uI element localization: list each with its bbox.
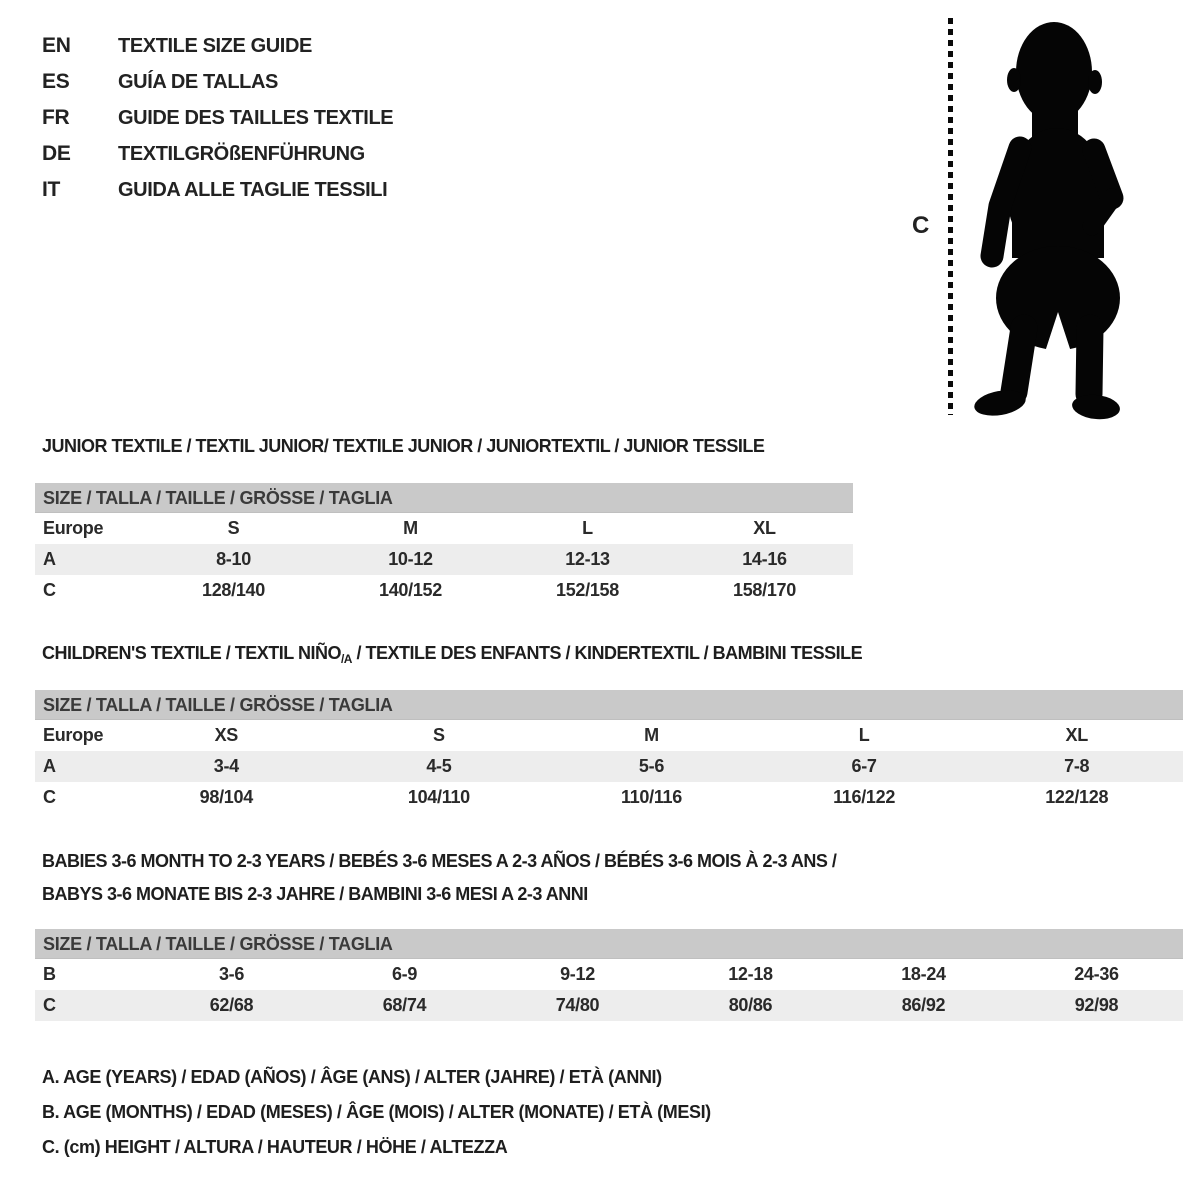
cell-value: 18-24 [901, 964, 946, 984]
table-row-c [35, 575, 853, 606]
toddler-silhouette-image [960, 16, 1140, 421]
row-label: A [43, 549, 56, 569]
cell-value: 8-10 [216, 549, 251, 569]
table-row-a [35, 544, 853, 575]
cell-value: 6-7 [851, 756, 877, 776]
cell-value: 3-6 [218, 964, 245, 984]
cell-value: 92/98 [1074, 995, 1119, 1015]
cell-value: 104/110 [407, 787, 470, 807]
children-table-rows [35, 720, 1183, 813]
footnote-b-age-months: B. AGE (MONTHS) / EDAD (MESES) / ÂGE (MOIS) / ALTER (MONATE) / ETÀ (MESI) [42, 1102, 711, 1122]
table-row-c [35, 782, 1183, 813]
row-label: C [43, 787, 56, 807]
cell-value: XS [214, 725, 238, 745]
guide-title-fr: GUIDE DES TAILLES TEXTILE [118, 106, 394, 129]
language-row-en [42, 28, 393, 64]
size-header-bar: SIZE / TALLA / TAILLE / GRÖSSE / TAGLIA [35, 690, 1183, 720]
cell-value: 140/152 [379, 580, 442, 600]
children-size-table [35, 690, 1183, 813]
cell-value: 9-12 [560, 964, 595, 984]
cell-value: 10-12 [388, 549, 433, 569]
cell-value: 80/86 [728, 995, 773, 1015]
cell-value: 14-16 [742, 549, 787, 569]
cell-value: M [644, 725, 659, 745]
row-label: A [43, 756, 56, 776]
cell-value: 5-6 [638, 756, 665, 776]
cell-value: 6-9 [391, 964, 418, 984]
language-row-it [42, 172, 393, 208]
cell-value: 12-13 [565, 549, 610, 569]
language-title-block [42, 28, 393, 208]
footnote-a-age-years: A. AGE (YEARS) / EDAD (AÑOS) / ÂGE (ANS) / ALTER (JAHRE) / ETÀ (ANNI) [42, 1067, 662, 1087]
language-row-es [42, 64, 393, 100]
cell-value: 86/92 [901, 995, 946, 1015]
cell-value: S [227, 518, 240, 538]
table-row-a [35, 751, 1183, 782]
babies-table-rows [35, 959, 1183, 1021]
guide-title-en: TEXTILE SIZE GUIDE [118, 34, 312, 57]
guide-title-es: GUÍA DE TALLAS [118, 70, 278, 93]
language-code: ES [42, 70, 70, 93]
babies-size-table [35, 929, 1183, 1021]
junior-size-table [35, 483, 853, 606]
cell-value: S [433, 725, 445, 745]
cell-value: 68/74 [382, 995, 427, 1015]
language-code: DE [42, 142, 71, 165]
cell-value: 116/122 [833, 787, 896, 807]
row-label: Europe [43, 725, 104, 745]
row-label: B [43, 964, 56, 984]
children-heading-post: / TEXTILE DES ENFANTS / KINDERTEXTIL / BAMBINI TESSILE [351, 643, 863, 663]
height-measure-label: C [912, 212, 930, 239]
language-row-de [42, 136, 393, 172]
babies-section-heading [42, 845, 836, 911]
cell-value: XL [753, 518, 776, 538]
junior-table-rows [35, 513, 853, 606]
cell-value: M [403, 518, 418, 538]
babies-heading-line2: BABYS 3-6 MONATE BIS 2-3 JAHRE / BAMBINI 3-6 MESI A 2-3 ANNI [42, 884, 588, 904]
table-row-c [35, 990, 1183, 1021]
cell-value: 98/104 [199, 787, 253, 807]
cell-value: 62/68 [209, 995, 254, 1015]
language-code: IT [42, 178, 61, 201]
cell-value: 110/116 [621, 787, 682, 807]
language-code: EN [42, 34, 71, 57]
cell-value: 122/128 [1045, 787, 1109, 807]
cell-value: 128/140 [202, 580, 265, 600]
height-measure-dashed-line [948, 18, 953, 415]
junior-section-heading: JUNIOR TEXTILE / TEXTIL JUNIOR/ TEXTILE JUNIOR / JUNIORTEXTIL / JUNIOR TESSILE [42, 436, 765, 456]
guide-title-de: TEXTILGRÖßENFÜHRUNG [118, 142, 365, 165]
size-header-bar: SIZE / TALLA / TAILLE / GRÖSSE / TAGLIA [35, 483, 853, 513]
language-row-fr [42, 100, 393, 136]
children-heading-pre: CHILDREN'S TEXTILE / TEXTIL NIÑO [42, 643, 341, 663]
table-row-europe [35, 513, 853, 544]
children-section-heading [42, 643, 862, 669]
cell-value: 3-4 [213, 756, 239, 776]
cell-value: 158/170 [733, 580, 796, 600]
footnote-legend [42, 1068, 711, 1173]
table-row-b [35, 959, 1183, 990]
language-code: FR [42, 106, 70, 129]
children-heading-subscript: /A [340, 652, 352, 666]
cell-value: 4-5 [426, 756, 452, 776]
babies-heading-line1: BABIES 3-6 MONTH TO 2-3 YEARS / BEBÉS 3-6 MESES A 2-3 AÑOS / BÉBÉS 3-6 MOIS À 2-3 ANS / [42, 851, 837, 871]
cell-value: 24-36 [1074, 964, 1119, 984]
row-label: C [43, 580, 56, 600]
cell-value: L [858, 725, 870, 745]
row-label: Europe [43, 518, 104, 538]
cell-value: 7-8 [1064, 756, 1090, 776]
row-label: C [43, 995, 56, 1015]
cell-value: 74/80 [555, 995, 600, 1015]
cell-value: L [582, 518, 593, 538]
size-header-bar: SIZE / TALLA / TAILLE / GRÖSSE / TAGLIA [35, 929, 1183, 959]
cell-value: XL [1065, 725, 1088, 745]
footnote-c-height-cm: C. (cm) HEIGHT / ALTURA / HAUTEUR / HÖHE / ALTEZZA [42, 1137, 508, 1157]
cell-value: 12-18 [728, 964, 773, 984]
table-row-europe [35, 720, 1183, 751]
guide-title-it: GUIDA ALLE TAGLIE TESSILI [118, 178, 388, 201]
cell-value: 152/158 [556, 580, 619, 600]
